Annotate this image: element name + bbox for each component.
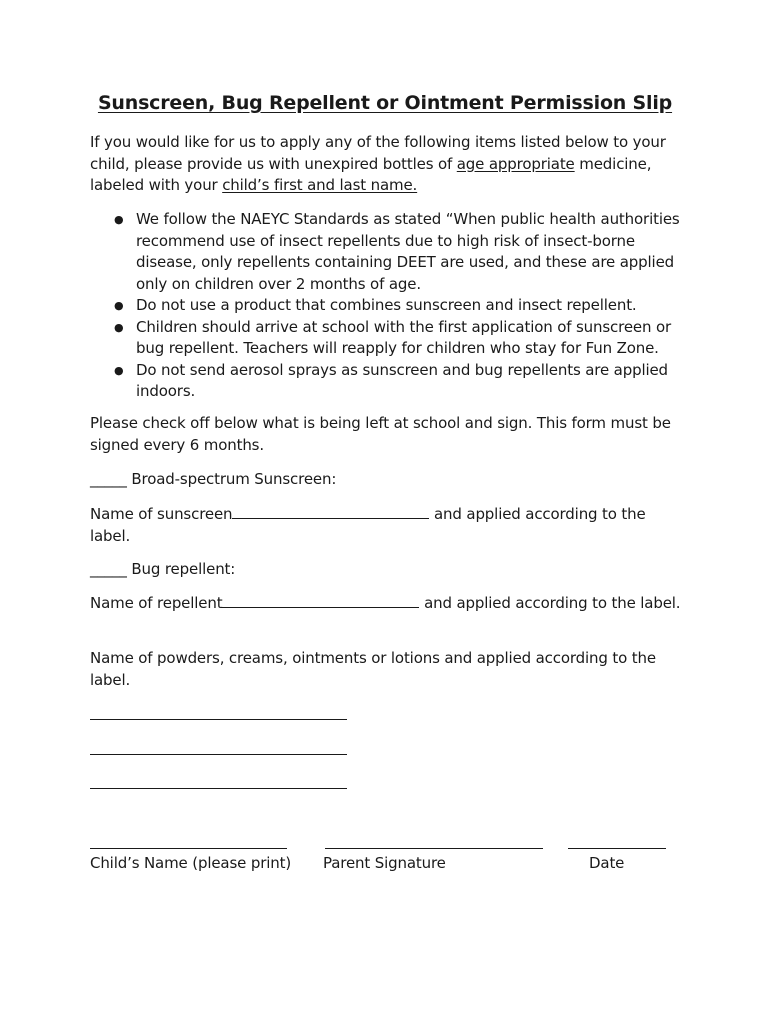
repellent-name-label: Name of repellent xyxy=(90,594,223,612)
sunscreen-checkbox-row xyxy=(90,469,690,491)
repellent-checkbox-row xyxy=(90,559,690,581)
bullet-text: Do not use a product that combines sunscreen and insect repellent. xyxy=(136,296,637,314)
other-item-line-2[interactable] xyxy=(90,754,347,755)
sunscreen-name-field[interactable] xyxy=(232,503,429,519)
repellent-name-suffix: and applied according to the label. xyxy=(419,594,681,612)
sunscreen-check-label: Broad-spectrum Sunscreen: xyxy=(126,470,337,488)
other-items-paragraph: Name of powders, creams, ointments or lotions and applied according to the label. xyxy=(90,649,656,689)
intro-underline-age-appropriate: age appropriate xyxy=(456,154,575,173)
intro-underline-child-name: child’s first and last name. xyxy=(222,176,418,194)
parent-signature-label: Parent Signature xyxy=(323,854,446,872)
repellent-check-blank[interactable]: _____ xyxy=(90,560,127,578)
repellent-name-field[interactable] xyxy=(222,592,419,608)
list-item xyxy=(112,317,692,360)
bullet-icon: ● xyxy=(114,363,124,377)
list-item xyxy=(112,209,692,295)
bullet-icon: ● xyxy=(114,213,124,226)
sunscreen-name-row xyxy=(90,503,690,547)
intro-text-2: medicine, labeled with your xyxy=(90,154,652,194)
other-item-line-1[interactable] xyxy=(90,719,347,720)
repellent-name-row xyxy=(90,592,690,615)
date-label: Date xyxy=(589,854,625,872)
instructions-paragraph: Please check off below what is being left at school and sign. This form must be signed every 6 months. xyxy=(90,414,671,454)
sunscreen-check-blank[interactable]: _____ xyxy=(90,470,127,488)
page-title: Sunscreen, Bug Repellent or Ointment Permission Slip xyxy=(97,92,673,114)
other-item-line-3[interactable] xyxy=(90,788,347,789)
child-name-field[interactable] xyxy=(90,848,287,849)
intro-paragraph xyxy=(90,132,690,197)
sunscreen-name-suffix: and applied according to the label. xyxy=(90,505,646,545)
bullet-text: Children should arrive at school with the first application of sunscreen or bug repellent. Teachers will reapply for children who stay for Fun Zone. xyxy=(136,317,671,357)
bullet-icon: ● xyxy=(114,299,124,312)
list-item xyxy=(112,295,692,317)
child-name-label: Child’s Name (please print) xyxy=(90,854,292,872)
bullet-text: We follow the NAEYC Standards as stated “When public health authorities recommend use of insect repellents due to high risk of insect-borne disease, only repellents containing DEET are used, and these are applied only on children over 2 months of age. xyxy=(136,210,680,293)
bullet-text: Do not send aerosol sprays as sunscreen and bug repellents are applied indoors. xyxy=(136,360,668,400)
bullet-icon: ● xyxy=(114,320,124,334)
guidelines-list xyxy=(112,209,692,403)
repellent-check-label: Bug repellent: xyxy=(126,560,236,578)
list-item xyxy=(112,360,692,403)
sunscreen-name-label: Name of sunscreen xyxy=(90,505,233,523)
intro-text-1: If you would like for us to apply any of the following items listed below to your child, please provide us with unexpired bottles of xyxy=(90,133,666,173)
date-field[interactable] xyxy=(568,848,666,849)
parent-signature-field[interactable] xyxy=(325,848,543,849)
